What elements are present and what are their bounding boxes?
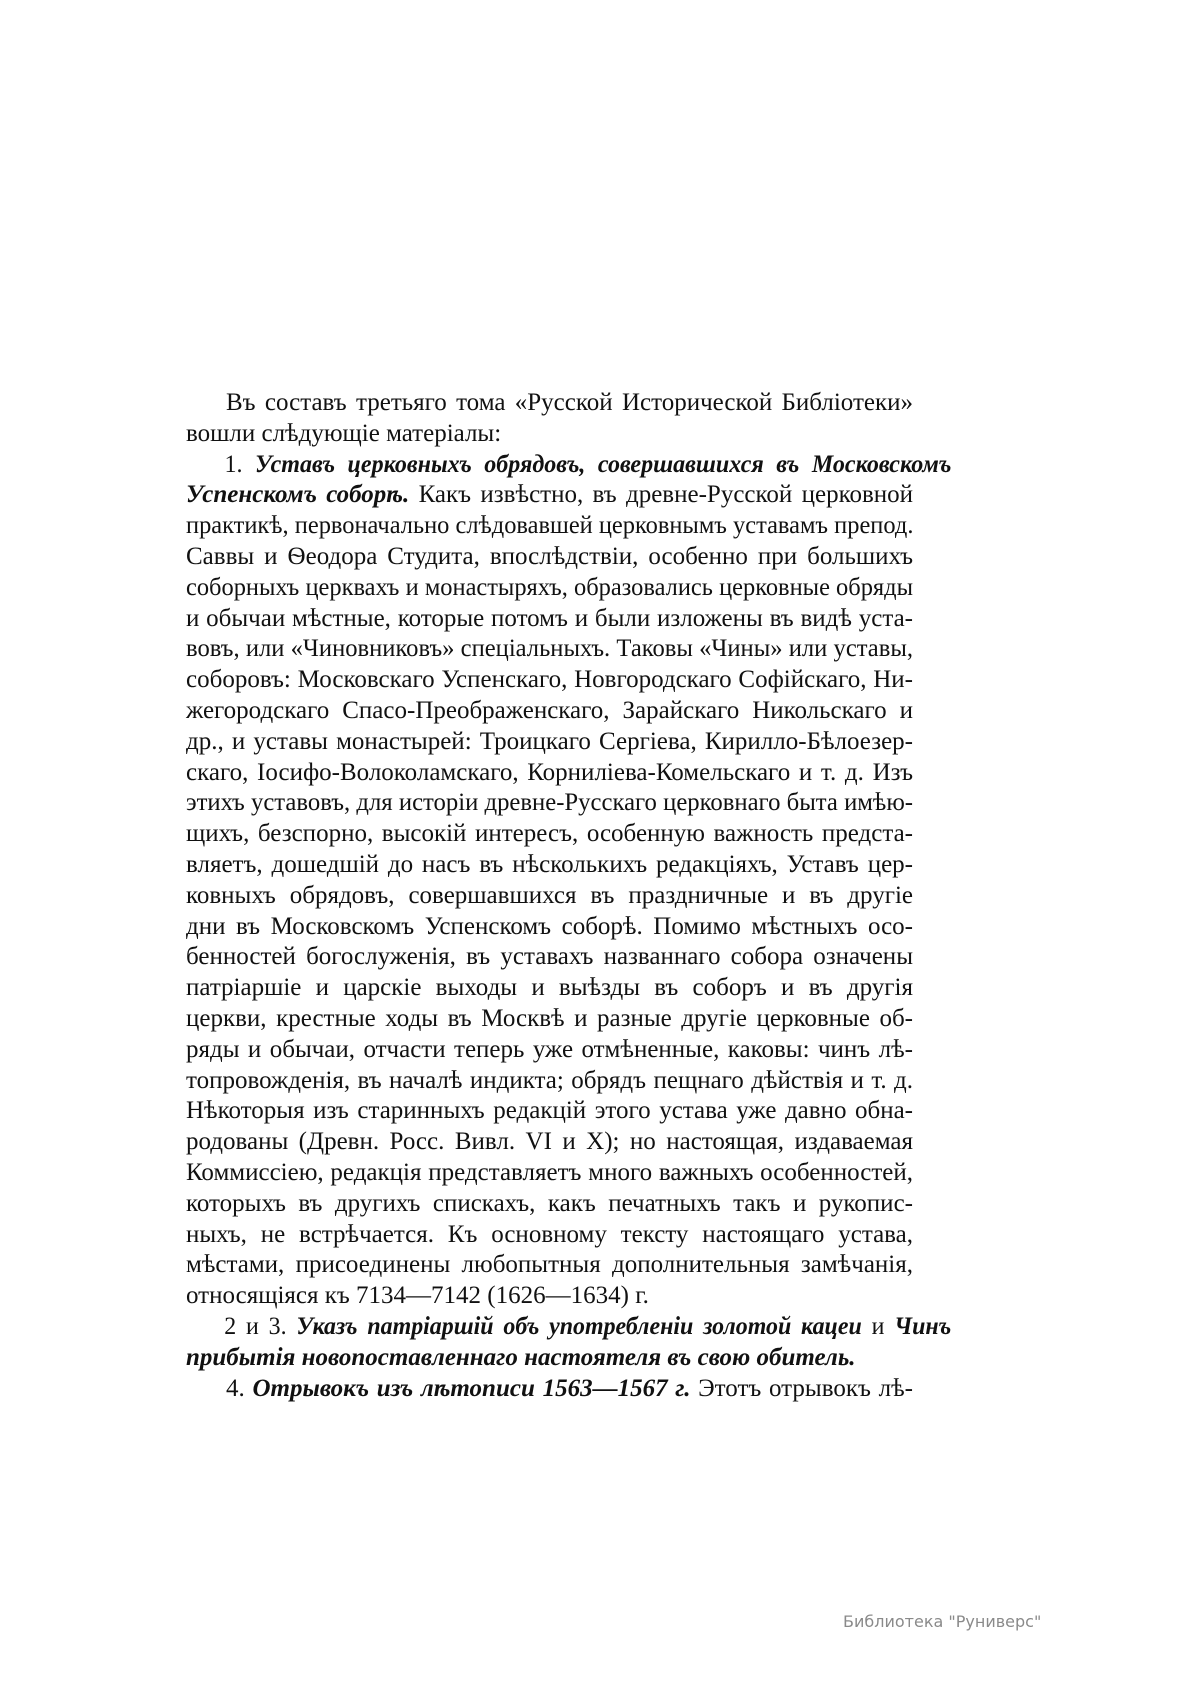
text-line: [186, 973, 913, 1004]
document-body: [186, 388, 952, 1404]
body-text: патріаршіе и царскіе выходы и выѣзды въ соборъ и въ другія: [186, 974, 913, 1002]
body-text: соборныхъ церквахъ и монастыряхъ, образовались церковные обряды: [186, 573, 913, 601]
body-text: этихъ уставовъ, для исторіи древне-Русскаго церковнаго быта имѣю-: [186, 789, 913, 817]
italic-title-text: Чинъ: [894, 1312, 952, 1340]
body-text: жегородскаго Спасо-Преображенскаго, Зарайскаго Никольскаго и: [186, 696, 913, 724]
body-text: топровожденія, въ началѣ индикта; обрядъ пещнаго дѣйствія и т. д.: [186, 1066, 913, 1094]
body-text: и обычаи мѣстные, которые потомъ и были изложены въ видѣ уста-: [186, 604, 913, 632]
text-line: [186, 1066, 913, 1097]
body-text: дни въ Московскомъ Успенскомъ соборѣ. Помимо мѣстныхъ осо-: [186, 912, 913, 940]
text-line: [186, 1158, 913, 1189]
body-text: Саввы и Ѳеодора Студита, впослѣдствіи, особенно при большихъ: [186, 542, 913, 570]
body-text: др., и уставы монастырей: Троицкаго Сергіева, Кирилло-Бѣлоезер-: [186, 727, 913, 755]
text-line: [186, 1312, 951, 1343]
body-text: Въ составъ третьяго тома «Русской Исторической Библіотеки»: [226, 389, 913, 416]
body-text: относящіяся къ 7134—7142 (1626—1634) г.: [186, 1282, 649, 1310]
body-text: Какъ извѣстно, въ древне-Русской церковной: [409, 481, 914, 509]
text-line: [186, 788, 913, 819]
text-line: [186, 819, 913, 850]
italic-title-text: Отрывокъ изъ лѣтописи 1563—1567 г.: [252, 1374, 691, 1402]
text-line: [186, 1035, 913, 1066]
body-text: 2 и 3.: [224, 1312, 297, 1340]
body-text: ковныхъ обрядовъ, совершавшихся въ праздничные и въ другіе: [186, 881, 913, 909]
body-text: и: [861, 1312, 895, 1340]
body-text: вошли слѣдующіе матеріалы:: [186, 419, 502, 447]
text-line: [186, 450, 951, 481]
text-line: [186, 696, 913, 727]
body-text: мѣстами, присоединены любопытныя дополнительныя замѣчанія,: [186, 1251, 913, 1279]
text-line: [186, 1189, 913, 1220]
text-line: [186, 511, 913, 542]
library-watermark: Библиотека "Руниверс": [843, 1612, 1042, 1631]
body-text: родованы (Древн. Росс. Вивл. VI и X); но настоящая, издаваемая: [186, 1128, 913, 1156]
italic-title-text: Указъ патріаршій объ употребленіи золотой кацеи: [296, 1312, 862, 1340]
body-text: бенностей богослуженія, въ уставахъ названнаго собора означены: [186, 943, 913, 971]
text-line: [186, 727, 913, 758]
text-line: [186, 1281, 913, 1312]
text-line: [186, 634, 913, 665]
text-line: [186, 388, 913, 419]
body-text: щихъ, безспорно, высокій интересъ, особенную важность предста-: [186, 820, 913, 848]
italic-title-text: прибытія новопоставленнаго настоятеля въ свою обитель.: [186, 1343, 856, 1371]
body-text: Нѣкоторыя изъ старинныхъ редакцій этого устава уже давно обна-: [186, 1097, 913, 1125]
italic-title-text: Успенскомъ соборѣ.: [186, 481, 410, 509]
text-line: [186, 942, 913, 973]
body-text: Этотъ отрывокъ лѣ-: [690, 1374, 914, 1402]
text-line: [186, 881, 913, 912]
text-line: [186, 1127, 913, 1158]
body-text: которыхъ въ другихъ спискахъ, какъ печатныхъ такъ и рукопис-: [186, 1189, 913, 1217]
body-text: практикѣ, первоначально слѣдовавшей церковнымъ уставамъ препод.: [186, 512, 914, 540]
body-text: 1.: [224, 450, 255, 478]
text-line: [186, 665, 913, 696]
body-text: скаго, Іосифо-Волоколамскаго, Корниліева-Комельскаго и т. д. Изъ: [186, 758, 913, 786]
text-line: [186, 419, 913, 450]
body-text: ряды и обычаи, отчасти теперь уже отмѣненные, каковы: чинъ лѣ-: [186, 1035, 913, 1063]
body-text: церкви, крестные ходы въ Москвѣ и разные другіе церковные об-: [186, 1004, 913, 1032]
body-text: соборовъ: Московскаго Успенскаго, Новгородскаго Софійскаго, Ни-: [186, 666, 913, 694]
italic-title-text: Уставъ церковныхъ обрядовъ, совершавшихся въ Московскомъ: [254, 450, 952, 478]
text-line: [186, 850, 913, 881]
text-line: [186, 1220, 913, 1251]
body-text: Коммиссіею, редакція представляетъ много важныхъ особенностей,: [186, 1158, 913, 1186]
text-line: [186, 1004, 913, 1035]
text-line: [186, 480, 913, 511]
text-line: [186, 1250, 913, 1281]
body-text: ныхъ, не встрѣчается. Къ основному тексту настоящаго устава,: [186, 1220, 913, 1248]
body-text: вляетъ, дошедшій до насъ въ нѣсколькихъ редакціяхъ, Уставъ цер-: [186, 850, 913, 878]
body-text: 4.: [226, 1374, 253, 1402]
body-text: вовъ, или «Чиновниковъ» спеціальныхъ. Таковы «Чины» или уставы,: [186, 635, 913, 663]
text-line: [186, 1343, 913, 1374]
text-line: [186, 1096, 913, 1127]
text-line: [186, 573, 913, 604]
text-line: [186, 604, 913, 635]
text-line: [186, 1374, 913, 1405]
text-line: [186, 758, 913, 789]
text-line: [186, 542, 913, 573]
text-line: [186, 912, 913, 943]
